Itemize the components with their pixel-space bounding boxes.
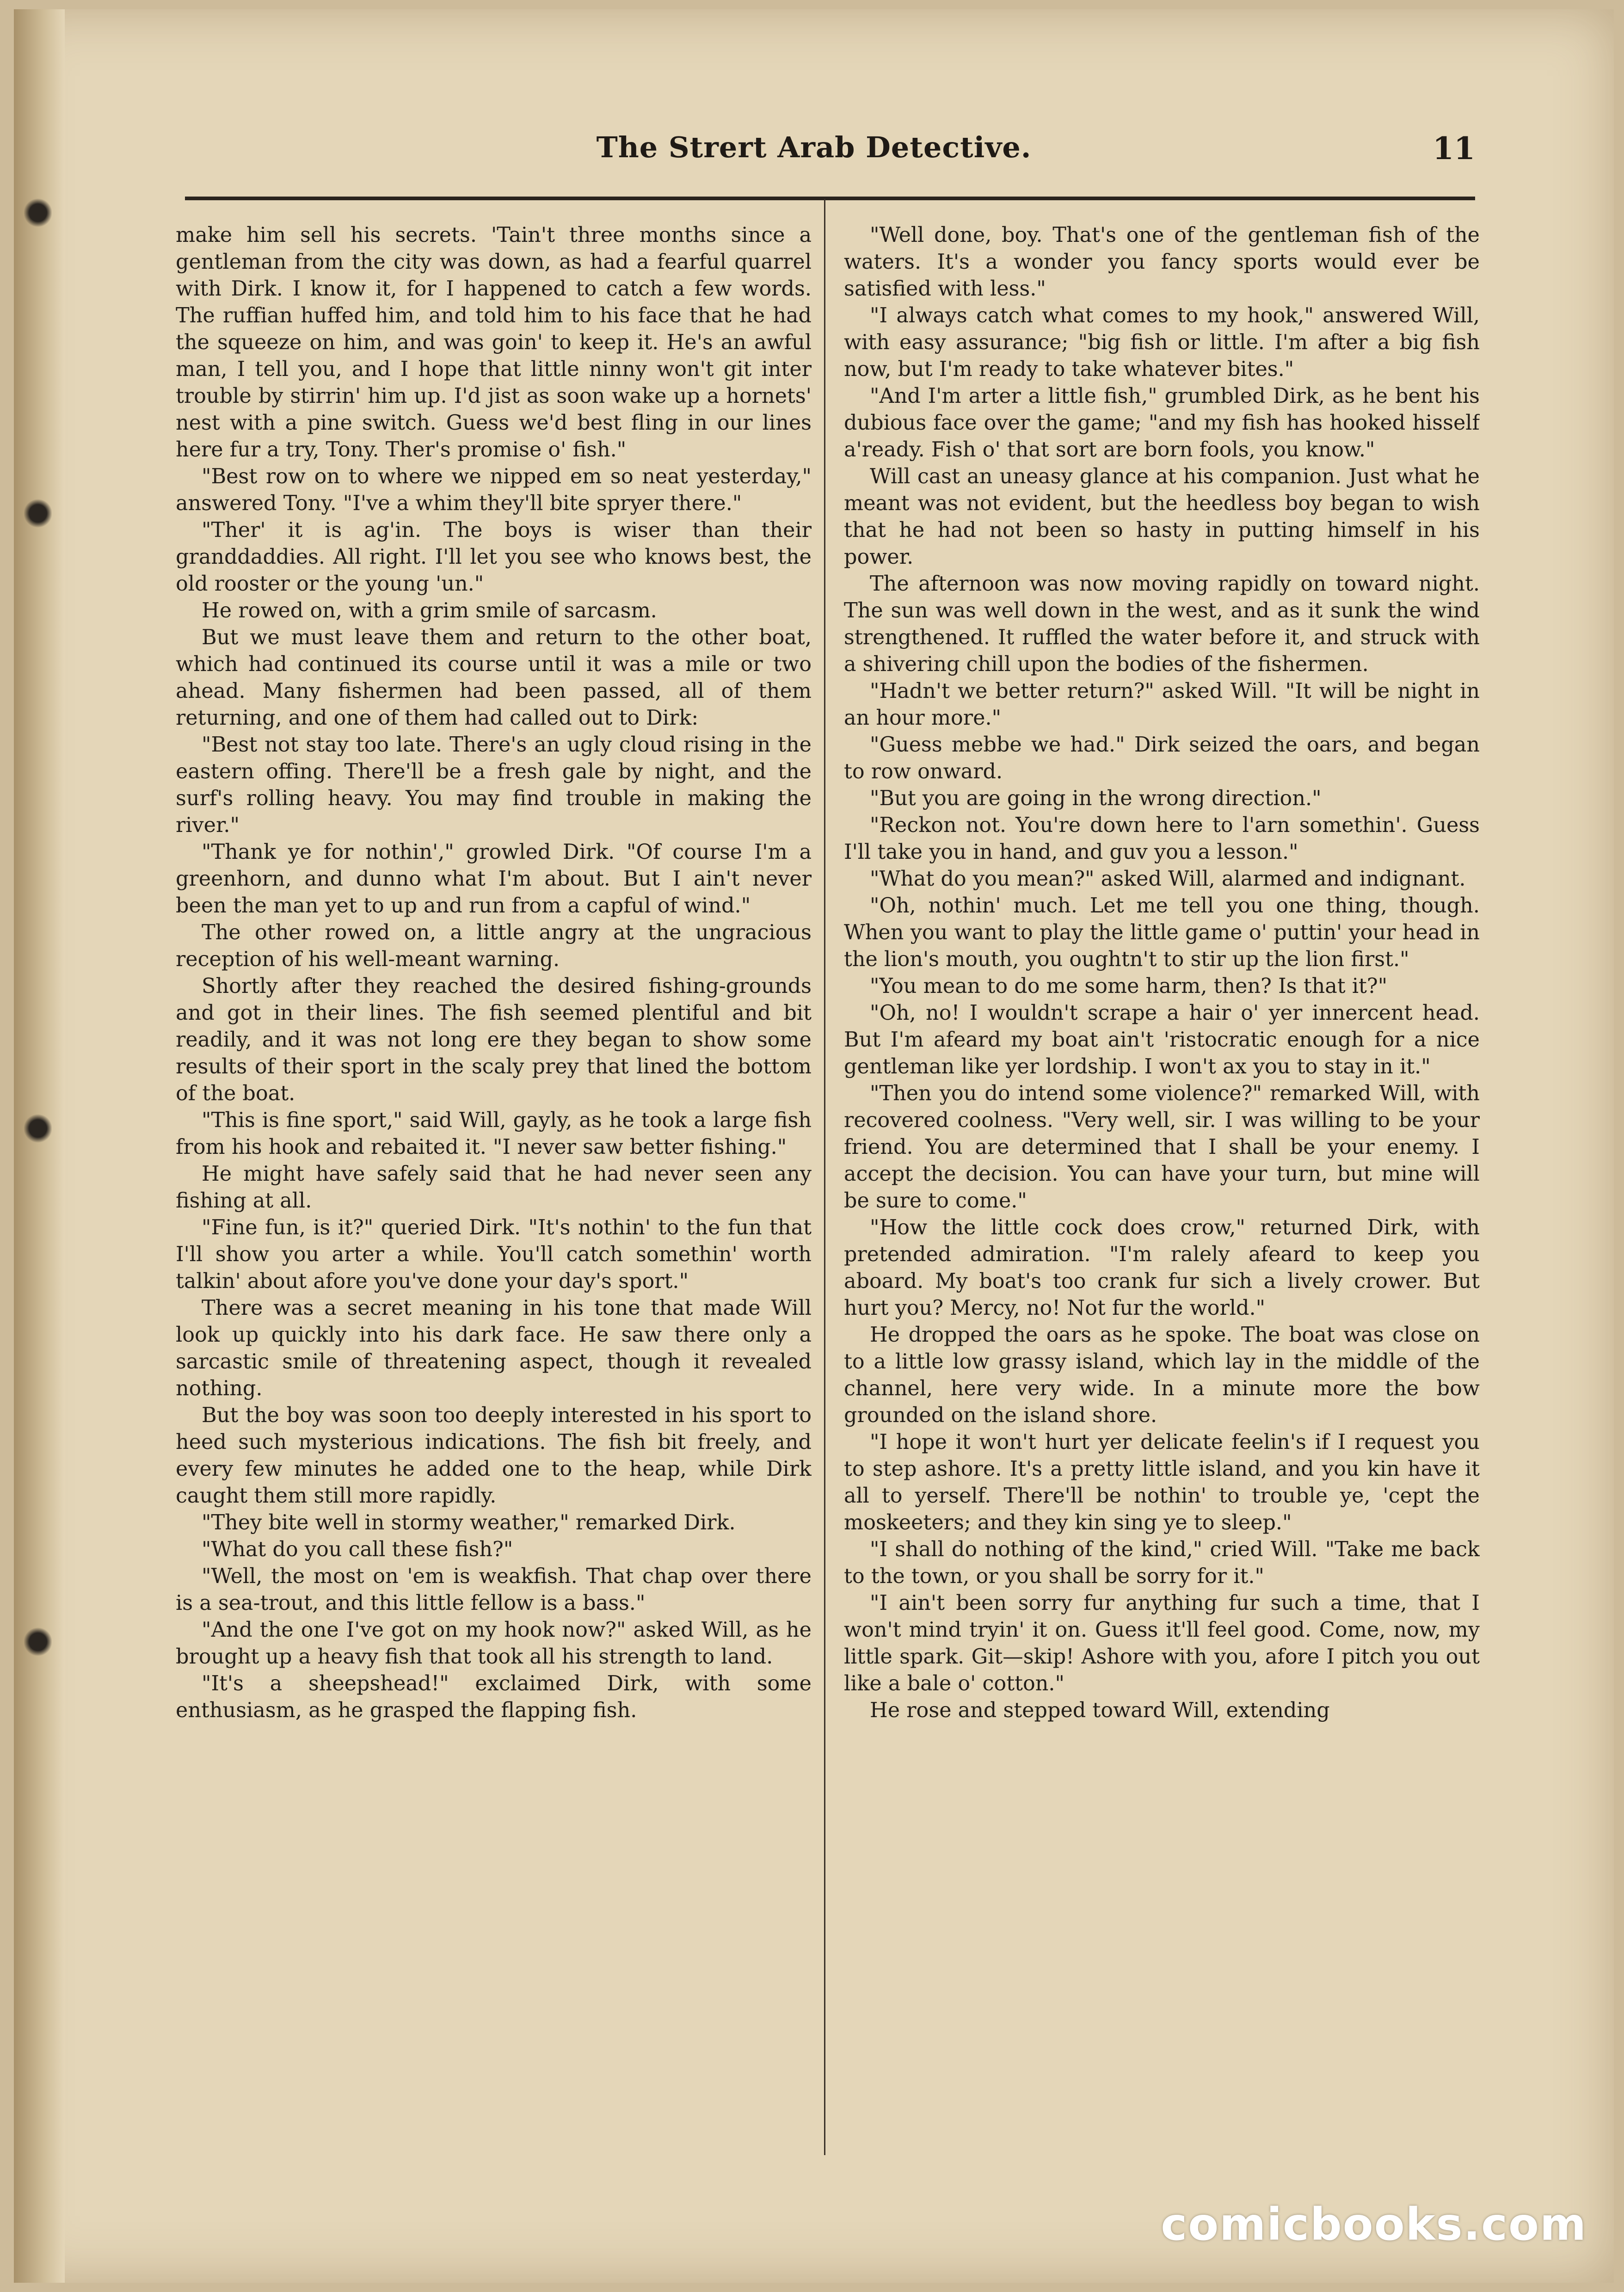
- paragraph: "How the little cock does crow," returned Dirk, with pretended admiration. "I'm ralely afeard to keep you aboard. My boat's too crank fur sich a lively crower. But hurt you? Mercy, no! Not fur the world.": [844, 1216, 1480, 1320]
- paragraph: "Fine fun, is it?" queried Dirk. "It's nothin' to the fun that I'll show you arter a while. You'll catch somethin' worth talkin' about afore you've done your day's sport.": [176, 1216, 812, 1293]
- paragraph: "What do you mean?" asked Will, alarmed and indignant.: [870, 867, 1466, 891]
- left-text-column: [176, 222, 812, 2146]
- binding-spine: [14, 9, 65, 2283]
- staple-mark: [24, 194, 52, 231]
- paragraph: "This is fine sport," said Will, gayly, as he took a large fish from his hook and rebaited it. "I never saw better fishing.": [176, 1109, 812, 1159]
- magazine-page: [14, 9, 1614, 2283]
- page-number: 11: [1433, 130, 1475, 166]
- paragraph: Will cast an uneasy glance at his companion. Just what he meant was not evident, but the heedless boy began to wish that he had not been so hasty in putting himself in his power.: [844, 465, 1480, 569]
- paragraph: "Guess mebbe we had." Dirk seized the oars, and began to row onward.: [844, 733, 1480, 783]
- paragraph: "I ain't been sorry fur anything fur such a time, that I won't mind tryin' it on. Guess it'll feel good. Come, now, my little spark. Git—skip! Ashore with you, afore I pitch you out like a bale o' cotton.": [844, 1591, 1480, 1695]
- staple-mark: [24, 495, 52, 532]
- paragraph: "Well, the most on 'em is weakfish. That chap over there is a sea-trout, and this little fellow is a bass.": [176, 1565, 812, 1615]
- paragraph: "It's a sheepshead!" exclaimed Dirk, with some enthusiasm, as he grasped the flapping fish.: [176, 1672, 812, 1722]
- right-text-column: [844, 222, 1480, 2146]
- paragraph: "I hope it won't hurt yer delicate feelin's if I request you to step ashore. It's a pretty little island, and you kin have it all to yerself. There'll be nothin' to trouble ye, 'cept the moskeeters; and they kin sing ye to sleep.": [844, 1430, 1480, 1534]
- paragraph: "Well done, boy. That's one of the gentleman fish of the waters. It's a wonder you fancy sports would ever be satisfied with less.": [844, 223, 1480, 301]
- paragraph: The afternoon was now moving rapidly on toward night. The sun was well down in the west, and as it sunk the wind strengthened. It ruffled the water before it, and struck with a shivering chill upon the bodies of the fishermen.: [844, 572, 1480, 676]
- paragraph: He dropped the oars as he spoke. The boat was close on to a little low grassy island, which lay in the middle of the channel, here very wide. In a minute more the bow grounded on the island shore.: [844, 1323, 1480, 1427]
- paragraph: But we must leave them and return to the other boat, which had continued its course until it was a mile or two ahead. Many fishermen had been passed, all of them returning, and one of them had called out to Dirk:: [176, 626, 812, 730]
- paragraph: But the boy was soon too deeply interested in his sport to heed such mysterious indications. The fish bit freely, and every few minutes he added one to the heap, while Dirk caught them still more rapidly.: [176, 1404, 812, 1508]
- paragraph: "Best row on to where we nipped em so neat yesterday," answered Tony. "I've a whim they'll bite spryer there.": [176, 465, 812, 515]
- running-header-title: The Strert Arab Detective.: [596, 130, 1032, 164]
- paragraph: Shortly after they reached the desired fishing-grounds and got in their lines. The fish seemed plentiful and bit readily, and it was not long ere they began to show some results of their sport in the scaly prey that lined the bottom of the boat.: [176, 974, 812, 1105]
- paragraph: "Best not stay too late. There's an ugly cloud rising in the eastern offing. There'll be a fresh gale by night, and the surf's rolling heavy. You may find trouble in making the river.": [176, 733, 812, 837]
- paragraph: "Thank ye for nothin'," growled Dirk. "Of course I'm a greenhorn, and dunno what I'm about. But I ain't never been the man yet to up and run from a capful of wind.": [176, 840, 812, 918]
- paragraph: "Oh, no! I wouldn't scrape a hair o' yer innercent head. But I'm afeard my boat ain't 'ristocratic enough for a nice gentleman like yer lordship. I won't ax you to stay in it.": [844, 1001, 1480, 1078]
- paragraph: "What do you call these fish?": [202, 1538, 513, 1561]
- paragraph: "I shall do nothing of the kind," cried Will. "Take me back to the town, or you shall be sorry for it.": [844, 1538, 1480, 1588]
- staple-mark: [24, 1623, 52, 1660]
- staple-mark: [24, 1110, 52, 1147]
- paragraph: "Reckon not. You're down here to l'arn somethin'. Guess I'll take you in hand, and guv you a lesson.": [844, 813, 1480, 864]
- header-rule: [185, 197, 1475, 200]
- site-watermark: comicbooks.com: [1161, 2199, 1587, 2250]
- paragraph: "And the one I've got on my hook now?" asked Will, as he brought up a heavy fish that took all his strength to land.: [176, 1618, 812, 1669]
- paragraph: "They bite well in stormy weather," remarked Dirk.: [202, 1511, 736, 1534]
- column-divider: [824, 199, 825, 2155]
- paragraph: "Then you do intend some violence?" remarked Will, with recovered coolness. "Very well, sir. I was willing to be your friend. You are determined that I shall be your enemy. I accept the decision. You can have your turn, but mine will be sure to come.": [844, 1082, 1480, 1213]
- paragraph: "I always catch what comes to my hook," answered Will, with easy assurance; "big fish or little. I'm after a big fish now, but I'm ready to take whatever bites.": [844, 304, 1480, 381]
- paragraph: He rowed on, with a grim smile of sarcasm.: [202, 599, 657, 622]
- paragraph: "Ther' it is ag'in. The boys is wiser than their granddaddies. All right. I'll let you see who knows best, the old rooster or the young 'un.": [176, 518, 812, 596]
- paragraph: make him sell his secrets. 'Tain't three months since a gentleman from the city was down, as had a fearful quarrel with Dirk. I know it, for I happened to catch a few words. The ruffian huffed him, and told him to his face that he had the squeeze on him, and was goin' to keep it. He's an awful man, I tell you, and I hope that little ninny won't git inter trouble by stirrin' him up. I'd jist as soon wake up a hornets' nest with a pine switch. Guess we'd best fling in our lines here fur a try, Tony. Ther's promise o' fish.": [176, 223, 812, 462]
- paragraph: There was a secret meaning in his tone that made Will look up quickly into his dark face. He saw there only a sarcastic smile of threatening aspect, though it revealed nothing.: [176, 1296, 812, 1400]
- paragraph: The other rowed on, a little angry at the ungracious reception of his well-meant warning.: [176, 921, 812, 971]
- paragraph: "Oh, nothin' much. Let me tell you one thing, though. When you want to play the little game o' puttin' your head in the lion's mouth, you oughtn't to stir up the lion first.": [844, 894, 1480, 971]
- paragraph: He rose and stepped toward Will, extending: [870, 1699, 1330, 1722]
- paragraph: He might have safely said that he had never seen any fishing at all.: [176, 1162, 812, 1213]
- paragraph: "Hadn't we better return?" asked Will. "It will be night in an hour more.": [844, 679, 1480, 730]
- paragraph: "You mean to do me some harm, then? Is that it?": [870, 974, 1388, 998]
- paragraph: "But you are going in the wrong direction.": [870, 787, 1322, 810]
- paragraph: "And I'm arter a little fish," grumbled Dirk, as he bent his dubious face over the game; "and my fish has hooked hisself a'ready. Fish o' that sort are born fools, you know.": [844, 384, 1480, 462]
